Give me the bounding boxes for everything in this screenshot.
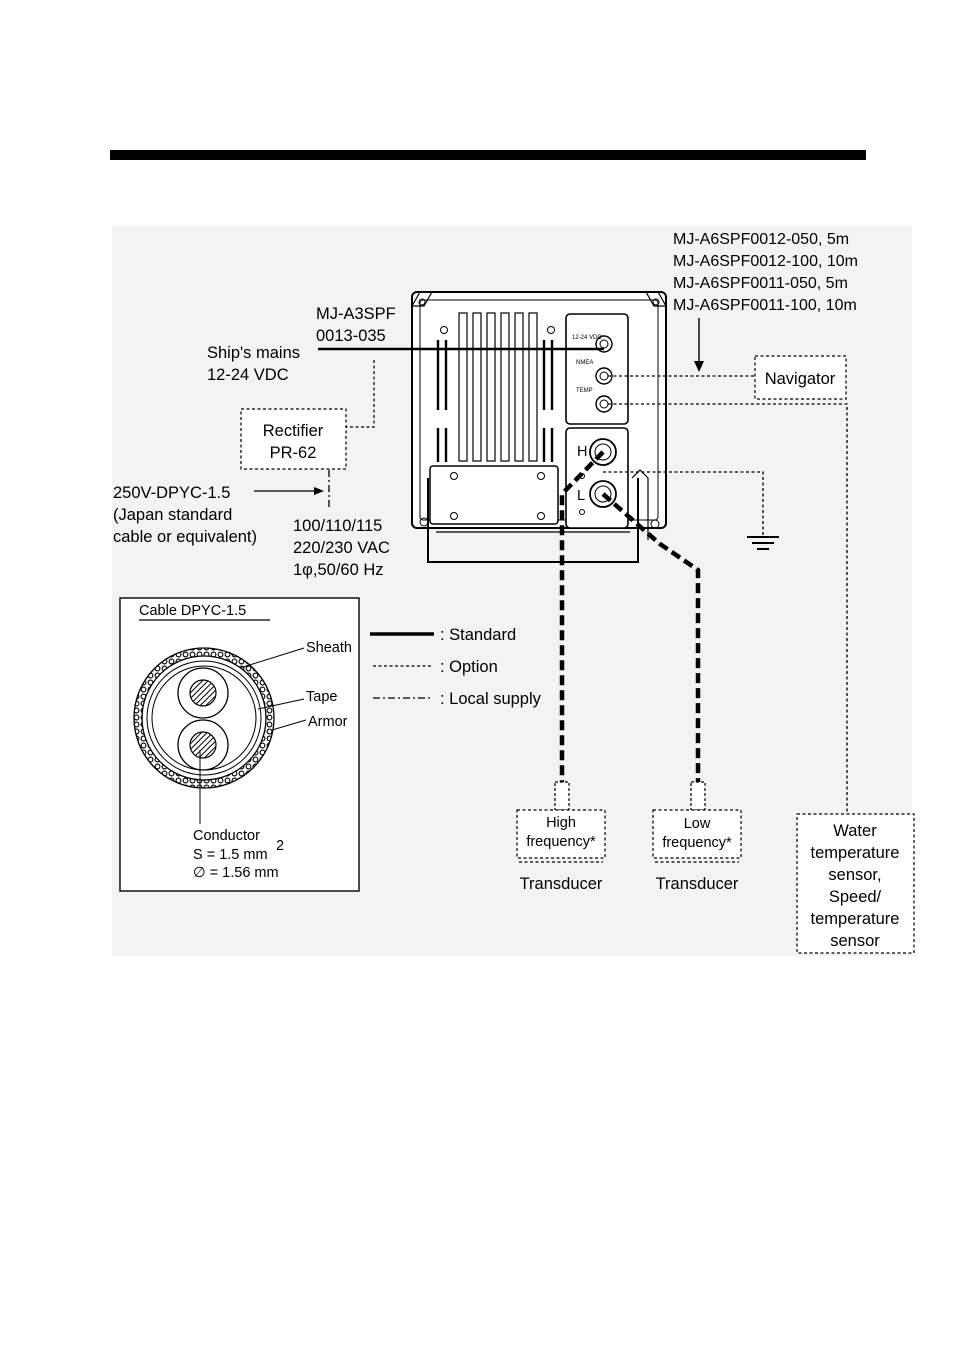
ships-mains-label: Ship's mains [207,344,301,362]
cable-cross-section [120,598,359,891]
armor-label: Armor [308,714,348,730]
sensor-line-2: temperature [810,844,900,862]
sensor-line-5: temperature [810,910,900,928]
display-unit-rear [412,292,666,562]
legend-option-label: : Option [440,658,498,676]
ground-icon [747,537,779,549]
nmea-port-label: NMEA [576,360,594,366]
cable-section-title: Cable DPYC-1.5 [139,603,247,619]
lf-box-line-2: frequency* [662,835,732,851]
power-cable-part-2: 0013-035 [316,327,386,345]
temp-port-label: TEMP [576,388,593,394]
legend-standard-label: : Standard [440,626,517,644]
sensor-line-6: sensor [830,932,880,950]
ac-cable-label-1: 250V-DPYC-1.5 [113,484,231,502]
low-port-label: L [577,488,586,504]
rectifier-link [346,360,374,427]
ships-mains-voltage: 12-24 VDC [207,366,289,384]
conductor-area: S = 1.5 mm [193,847,268,863]
cable-part-numbers [673,231,858,314]
sensor-line-1: Water [833,822,877,840]
high-port-label: H [577,444,588,460]
ac-supply-label-2: 220/230 VAC [293,539,390,557]
lf-transducer [653,782,741,893]
navigator-label: Navigator [764,370,836,388]
part-number-4: MJ-A6SPF0011-100, 10m [673,297,857,314]
tape-label: Tape [306,689,338,705]
rectifier-label: Rectifier [262,422,324,440]
ac-supply-label-3: 1φ,50/60 Hz [293,561,384,579]
lf-transducer-cable [603,494,698,782]
hf-box-line-1: High [546,815,576,831]
ac-cable-label-2: (Japan standard [113,506,233,524]
part-number-2: MJ-A6SPF0012-100, 10m [673,253,858,270]
ac-cable-label-3: cable or equivalent) [113,528,258,546]
conductor-area-exponent: 2 [276,838,285,854]
sheath-label: Sheath [306,640,352,656]
conductor-label: Conductor [193,828,260,844]
line-legend [370,626,542,708]
conductor-diameter: ∅ = 1.56 mm [193,865,279,881]
part-number-1: MJ-A6SPF0012-050, 5m [673,231,850,248]
legend-local-label: : Local supply [440,690,541,708]
part-number-3: MJ-A6SPF0011-050, 5m [673,275,848,292]
sensor-line-4: Speed/ [828,888,882,906]
ac-supply-label-1: 100/110/115 [293,517,383,535]
lf-transducer-label: Transducer [655,875,739,893]
water-temp-sensor [797,814,914,953]
hf-box-line-2: frequency* [526,834,596,850]
rectifier-model: PR-62 [269,444,317,462]
power-port-label: 12-24 VDC [572,335,602,341]
power-cable-part-1: MJ-A3SPF [316,305,396,323]
lf-box-line-1: Low [683,816,711,832]
hf-transducer [517,782,605,893]
hf-transducer-label: Transducer [519,875,603,893]
sensor-line-3: sensor, [828,866,882,884]
